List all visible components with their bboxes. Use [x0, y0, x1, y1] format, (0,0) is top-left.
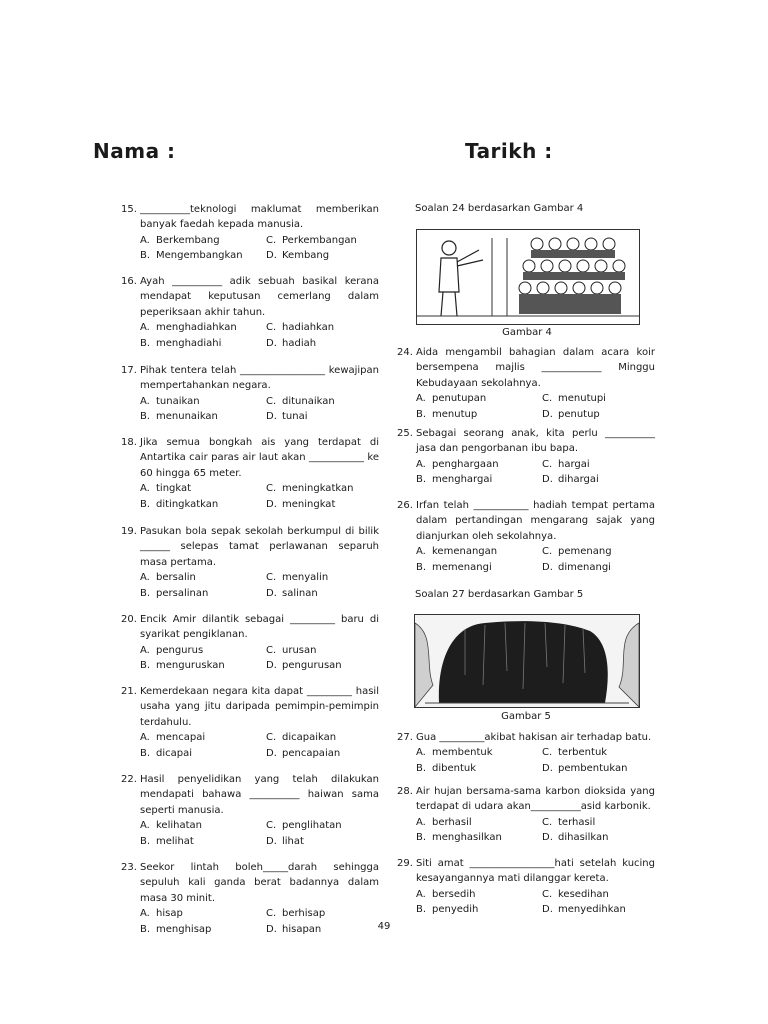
option-letter: B.: [140, 660, 151, 672]
option-text: menguruskan: [156, 660, 225, 672]
answer-option[interactable]: [140, 497, 266, 512]
answer-option[interactable]: [416, 830, 542, 845]
question-text: Siti amat _________________hati setelah kucing kesayangannya mati dilanggar kereta.: [416, 858, 655, 885]
option-letter: C.: [266, 572, 277, 584]
option-text: terhasil: [558, 816, 596, 828]
option-letter: D.: [266, 250, 277, 262]
option-text: kelihatan: [156, 820, 202, 832]
option-text: hargai: [558, 458, 590, 470]
option-text: pengurus: [156, 644, 204, 656]
option-letter: D.: [266, 411, 277, 423]
answer-option[interactable]: [542, 544, 655, 559]
answer-options: [140, 233, 379, 264]
option-text: tunaikan: [156, 395, 200, 407]
question-number: 28.: [397, 786, 413, 797]
option-text: Perkembangan: [282, 234, 357, 246]
option-letter: A.: [140, 395, 150, 407]
answer-option[interactable]: [416, 544, 542, 559]
question-text: Ayah __________ adik sebuah basikal kerana mendapat keputusan cemerlang dalam peperiksaan akhir tahun.: [140, 276, 379, 318]
option-text: urusan: [282, 644, 317, 656]
answer-option[interactable]: [542, 902, 655, 917]
answer-option[interactable]: [416, 761, 542, 776]
answer-option[interactable]: [140, 570, 266, 585]
option-text: dihargai: [558, 474, 599, 486]
question-28: [397, 784, 655, 846]
option-text: mencapai: [156, 732, 206, 744]
question-27: [397, 730, 655, 776]
question-number: 16.: [121, 276, 137, 287]
answer-option[interactable]: [542, 457, 655, 472]
answer-option[interactable]: [266, 658, 379, 673]
option-letter: C.: [266, 483, 277, 495]
option-letter: B.: [416, 561, 427, 573]
choir-illustration: [417, 230, 639, 324]
answer-option[interactable]: [266, 730, 379, 745]
question-29: [397, 856, 655, 918]
answer-option[interactable]: [266, 409, 379, 424]
answer-options: [140, 730, 379, 761]
answer-option[interactable]: [266, 394, 379, 409]
answer-option[interactable]: [542, 830, 655, 845]
date-label: Tarikh :: [465, 139, 553, 163]
option-letter: B.: [140, 498, 151, 510]
option-text: membentuk: [432, 747, 493, 759]
question-text: Sebagai seorang anak, kita perlu __________ jasa dan pengorbanan ibu bapa.: [416, 428, 655, 455]
option-text: dimenangi: [558, 561, 611, 573]
question-number: 21.: [121, 686, 137, 697]
option-letter: A.: [416, 888, 426, 900]
answer-option[interactable]: [140, 906, 266, 921]
question-17: [121, 363, 379, 425]
page-number: 49: [377, 921, 391, 932]
question-21: [121, 684, 379, 761]
option-letter: C.: [542, 546, 553, 558]
option-letter: D.: [542, 561, 553, 573]
option-text: ditunaikan: [282, 395, 335, 407]
answer-options: [416, 745, 655, 776]
question-number: 26.: [397, 500, 413, 511]
answer-option[interactable]: [266, 906, 379, 921]
option-text: menghadiahkan: [156, 322, 237, 334]
option-text: meningkatkan: [282, 483, 354, 495]
answer-option[interactable]: [266, 834, 379, 849]
option-letter: D.: [266, 747, 277, 759]
question-text: Pihak tentera telah _________________ kewajipan mempertahankan negara.: [140, 365, 379, 392]
option-letter: A.: [416, 458, 426, 470]
option-letter: D.: [266, 337, 277, 349]
answer-option[interactable]: [266, 818, 379, 833]
option-text: salinan: [282, 587, 318, 599]
answer-option[interactable]: [542, 560, 655, 575]
question-19: [121, 524, 379, 601]
option-letter: C.: [266, 732, 277, 744]
option-letter: C.: [266, 644, 277, 656]
option-letter: D.: [266, 835, 277, 847]
answer-option[interactable]: [266, 746, 379, 761]
option-letter: D.: [266, 498, 277, 510]
option-letter: A.: [140, 820, 150, 832]
option-letter: C.: [542, 393, 553, 405]
option-text: penghargaan: [432, 458, 499, 470]
figure-4-choir-image: [416, 229, 640, 325]
question-number: 22.: [121, 774, 137, 785]
question-22: [121, 772, 379, 849]
answer-option[interactable]: [416, 887, 542, 902]
answer-options: [140, 320, 379, 351]
question-text: Aida mengambil bahagian dalam acara koir bersempena majlis ____________ Minggu Kebudayaan sekolahnya.: [416, 347, 655, 389]
question-text: Kemerdekaan negara kita dapat _________ hasil usaha yang jitu daripada pemimpin-pemimpin terdahulu.: [140, 686, 379, 728]
question-text: Encik Amir dilantik sebagai _________ baru di syarikat pengiklanan.: [140, 614, 379, 641]
question-number: 23.: [121, 862, 137, 873]
option-text: menghargai: [432, 474, 493, 486]
option-letter: A.: [140, 322, 150, 334]
answer-option[interactable]: [266, 320, 379, 335]
option-text: pencapaian: [282, 747, 341, 759]
answer-option[interactable]: [140, 746, 266, 761]
answer-option[interactable]: [542, 472, 655, 487]
answer-option[interactable]: [140, 658, 266, 673]
answer-option[interactable]: [266, 497, 379, 512]
option-text: hisap: [156, 908, 183, 920]
option-letter: C.: [542, 458, 553, 470]
option-text: terbentuk: [558, 747, 608, 759]
answer-option[interactable]: [266, 336, 379, 351]
answer-option[interactable]: [140, 730, 266, 745]
option-letter: C.: [266, 322, 277, 334]
option-text: menutupi: [558, 393, 606, 405]
question-text: Seekor lintah boleh_____darah sehingga sepuluh kali ganda berat badannya dalam masa 30 minit.: [140, 862, 379, 904]
question-18: [121, 435, 379, 512]
option-letter: B.: [140, 747, 151, 759]
option-text: penutup: [558, 408, 600, 420]
option-letter: B.: [416, 762, 427, 774]
question-26: [397, 498, 655, 575]
answer-option[interactable]: [542, 391, 655, 406]
question-text: Jika semua bongkah ais yang terdapat di Antartika cair paras air laut akan ___________ ke 60 hingga 65 meter.: [140, 437, 379, 479]
option-letter: D.: [266, 587, 277, 599]
question-number: 17.: [121, 365, 137, 376]
option-text: menyalin: [282, 572, 329, 584]
question-number: 20.: [121, 614, 137, 625]
option-letter: B.: [140, 587, 151, 599]
answer-option[interactable]: [140, 409, 266, 424]
option-letter: C.: [542, 888, 553, 900]
answer-option[interactable]: [542, 761, 655, 776]
option-text: hadiahkan: [282, 322, 335, 334]
option-text: dicapai: [156, 747, 193, 759]
answer-options: [416, 544, 655, 575]
option-text: penutupan: [432, 393, 487, 405]
question-number: 25.: [397, 428, 413, 439]
option-letter: B.: [416, 408, 427, 420]
question-number: 18.: [121, 437, 137, 448]
answer-option[interactable]: [140, 320, 266, 335]
answer-options: [416, 457, 655, 488]
option-letter: D.: [542, 408, 553, 420]
answer-option[interactable]: [416, 902, 542, 917]
answer-options: [140, 818, 379, 849]
option-text: penglihatan: [282, 820, 342, 832]
answer-option[interactable]: [416, 391, 542, 406]
answer-options: [140, 643, 379, 674]
answer-option[interactable]: [416, 472, 542, 487]
question-15: [121, 202, 379, 264]
question-number: 15.: [121, 204, 137, 215]
answer-options: [140, 481, 379, 512]
option-text: menyedihkan: [558, 904, 626, 916]
question-text: Hasil penyelidikan yang telah dilakukan mendapati bahawa __________ haiwan sama seperti manusia.: [140, 774, 379, 816]
option-letter: A.: [416, 393, 426, 405]
question-20: [121, 612, 379, 674]
option-text: kemenangan: [432, 546, 498, 558]
figure-4-intro: Soalan 24 berdasarkan Gambar 4: [415, 203, 584, 214]
answer-option[interactable]: [542, 745, 655, 760]
option-text: pemenang: [558, 546, 612, 558]
option-letter: C.: [266, 908, 277, 920]
question-number: 24.: [397, 347, 413, 358]
answer-options: [416, 815, 655, 846]
answer-option[interactable]: [140, 586, 266, 601]
option-text: persalinan: [156, 587, 209, 599]
option-text: memenangi: [432, 561, 492, 573]
option-letter: D.: [266, 660, 277, 672]
figure-4-caption: Gambar 4: [502, 327, 552, 338]
option-letter: A.: [416, 546, 426, 558]
option-text: menghadiahi: [156, 337, 222, 349]
option-text: Berkembang: [156, 234, 220, 246]
answer-option[interactable]: [140, 643, 266, 658]
option-letter: A.: [140, 483, 150, 495]
option-letter: C.: [266, 234, 277, 246]
answer-options: [416, 887, 655, 918]
option-text: menghisap: [156, 923, 212, 935]
option-letter: A.: [140, 234, 150, 246]
option-letter: B.: [416, 474, 427, 486]
option-letter: A.: [140, 644, 150, 656]
answer-option[interactable]: [140, 834, 266, 849]
option-letter: A.: [416, 747, 426, 759]
answer-option[interactable]: [266, 233, 379, 248]
option-letter: C.: [542, 747, 553, 759]
option-letter: D.: [542, 832, 553, 844]
question-text: Pasukan bola sepak sekolah berkumpul di bilik ______ selepas tamat perlawanan separuh masa pertama.: [140, 526, 379, 568]
option-text: pengurusan: [282, 660, 342, 672]
question-24: [397, 345, 655, 422]
option-text: melihat: [156, 835, 194, 847]
option-text: pembentukan: [558, 762, 628, 774]
answer-option[interactable]: [416, 745, 542, 760]
option-text: lihat: [282, 835, 304, 847]
answer-option[interactable]: [140, 248, 266, 263]
option-text: hisapan: [282, 923, 322, 935]
option-letter: B.: [140, 337, 151, 349]
answer-option[interactable]: [542, 815, 655, 830]
option-letter: B.: [416, 904, 427, 916]
option-text: Kembang: [282, 250, 330, 262]
question-number: 27.: [397, 732, 413, 743]
option-letter: A.: [140, 908, 150, 920]
answer-option[interactable]: [542, 407, 655, 422]
option-text: menghasilkan: [432, 832, 502, 844]
option-text: berhisap: [282, 908, 326, 920]
option-letter: B.: [140, 250, 151, 262]
answer-options: [416, 391, 655, 422]
answer-option[interactable]: [140, 336, 266, 351]
figure-5-caption: Gambar 5: [501, 711, 551, 722]
question-text: Gua _________akibat hakisan air terhadap batu.: [416, 732, 652, 743]
answer-option[interactable]: [266, 586, 379, 601]
option-text: Mengembangkan: [156, 250, 243, 262]
option-text: penyedih: [432, 904, 479, 916]
option-letter: D.: [542, 474, 553, 486]
option-letter: C.: [542, 816, 553, 828]
answer-option[interactable]: [140, 818, 266, 833]
answer-option[interactable]: [416, 815, 542, 830]
question-number: 19.: [121, 526, 137, 537]
option-letter: A.: [140, 572, 150, 584]
answer-option[interactable]: [542, 887, 655, 902]
answer-option[interactable]: [140, 481, 266, 496]
figure-5-intro: Soalan 27 berdasarkan Gambar 5: [415, 589, 584, 600]
option-text: dihasilkan: [558, 832, 609, 844]
option-letter: D.: [266, 923, 277, 935]
question-25: [397, 426, 655, 488]
figure-5-cave-image: [414, 614, 640, 708]
option-text: dicapaikan: [282, 732, 337, 744]
option-text: ditingkatkan: [156, 498, 219, 510]
option-text: tunai: [282, 411, 308, 423]
option-letter: B.: [140, 835, 151, 847]
answer-option[interactable]: [416, 407, 542, 422]
answer-options: [140, 394, 379, 425]
answer-option[interactable]: [266, 481, 379, 496]
option-text: tingkat: [156, 483, 192, 495]
option-text: kesedihan: [558, 888, 609, 900]
answer-options: [140, 570, 379, 601]
answer-option[interactable]: [140, 233, 266, 248]
option-letter: D.: [542, 904, 553, 916]
cave-illustration: [415, 615, 639, 707]
option-letter: B.: [140, 411, 151, 423]
question-16: [121, 274, 379, 351]
option-text: berhasil: [432, 816, 472, 828]
option-letter: A.: [140, 732, 150, 744]
question-text: Irfan telah ___________ hadiah tempat pertama dalam pertandingan mengarang sajak yang dianjurkan oleh sekolahnya.: [416, 500, 655, 542]
question-number: 29.: [397, 858, 413, 869]
question-text: __________teknologi maklumat memberikan banyak faedah kepada manusia.: [140, 204, 379, 231]
option-letter: C.: [266, 395, 277, 407]
option-text: menutup: [432, 408, 478, 420]
option-text: dibentuk: [432, 762, 477, 774]
answer-option[interactable]: [266, 643, 379, 658]
name-label: Nama :: [93, 139, 176, 163]
option-text: meningkat: [282, 498, 336, 510]
option-letter: A.: [416, 816, 426, 828]
answer-option[interactable]: [266, 570, 379, 585]
option-letter: B.: [416, 832, 427, 844]
option-text: bersedih: [432, 888, 476, 900]
answer-option[interactable]: [416, 457, 542, 472]
option-letter: C.: [266, 820, 277, 832]
option-text: hadiah: [282, 337, 317, 349]
option-text: bersalin: [156, 572, 196, 584]
option-text: menunaikan: [156, 411, 218, 423]
option-letter: D.: [542, 762, 553, 774]
answer-option[interactable]: [140, 394, 266, 409]
answer-option[interactable]: [266, 248, 379, 263]
answer-option[interactable]: [416, 560, 542, 575]
option-letter: B.: [140, 923, 151, 935]
question-text: Air hujan bersama-sama karbon dioksida yang terdapat di udara akan__________asid karbonik.: [416, 786, 655, 813]
